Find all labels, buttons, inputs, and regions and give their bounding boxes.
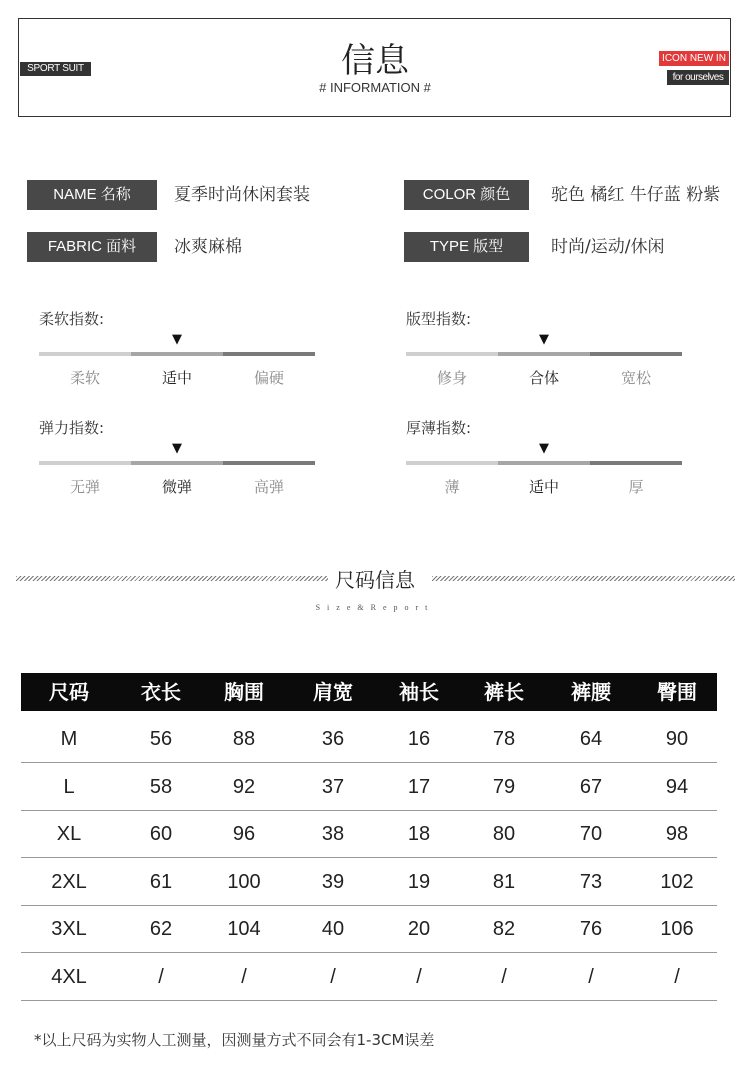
index-bar-segment: [406, 352, 498, 356]
color-value: 驼色 橘红 牛仔蓝 粉紫: [551, 185, 721, 205]
table-cell: 90: [665, 728, 689, 750]
type-label: TYPE 版型: [404, 232, 529, 262]
type-value: 时尚/运动/休闲: [551, 237, 665, 257]
table-cell: 79: [492, 775, 516, 798]
table-cell: 76: [579, 918, 603, 940]
index-option-label: 微弹: [161, 478, 192, 496]
index-option-label: 薄: [444, 478, 460, 496]
table-cell: 60: [149, 823, 173, 845]
table-cell: 62: [149, 918, 173, 940]
table-cell: 38: [321, 823, 345, 845]
index-option-label: 厚: [628, 478, 644, 496]
size-table-header-cell: 衣长: [141, 680, 181, 704]
table-cell: 58: [149, 775, 173, 798]
table-cell: 37: [321, 775, 345, 798]
index-bar-segment: [223, 461, 315, 465]
table-cell: XL: [56, 823, 82, 845]
index-marker-icon: ▼: [172, 332, 182, 347]
table-cell: 82: [492, 918, 516, 940]
size-table-header-cell: 裤腰: [571, 680, 611, 704]
index-title: 厚薄指数:: [406, 419, 472, 437]
for-ourselves-badge: for ourselves: [667, 70, 729, 85]
size-section-subtitle: Size&Report: [315, 603, 435, 612]
table-row: [21, 906, 717, 953]
size-table-header: [21, 673, 717, 711]
index-bar-segment: [590, 352, 682, 356]
table-cell: 96: [232, 823, 256, 845]
index-bar-segment: [39, 461, 131, 465]
table-cell: 106: [660, 918, 694, 940]
page-subtitle: # INFORMATION #: [319, 80, 431, 95]
index-bar-segment: [223, 352, 315, 356]
table-cell: 20: [407, 918, 431, 940]
table-cell: 56: [149, 728, 173, 750]
table-cell: 61: [149, 870, 173, 893]
table-cell: 92: [232, 775, 256, 798]
table-cell: 70: [579, 823, 603, 845]
fabric-label: FABRIC 面料: [27, 232, 157, 262]
size-table-header-cell: 肩宽: [313, 680, 353, 704]
index-bar-segment: [498, 352, 590, 356]
table-cell: 104: [227, 918, 261, 940]
table-cell: 64: [579, 728, 603, 750]
table-cell: 17: [407, 775, 431, 798]
index-option-label: 偏硬: [253, 369, 284, 387]
table-cell: M: [60, 728, 78, 750]
table-cell: 16: [407, 728, 431, 750]
table-cell: /: [158, 965, 164, 988]
table-cell: 67: [579, 775, 603, 798]
table-cell: 81: [492, 870, 516, 893]
table-cell: 100: [227, 870, 261, 893]
index-option-label: 修身: [436, 369, 467, 387]
page-title: 信息: [341, 41, 409, 81]
table-cell: L: [63, 775, 75, 798]
table-cell: 2XL: [51, 870, 87, 893]
index-marker-icon: ▼: [539, 441, 549, 456]
size-table-header-cell: 臀围: [657, 680, 697, 704]
icon-new-in-badge: ICON NEW IN: [659, 51, 729, 66]
table-cell: 88: [232, 728, 256, 750]
index-bar-segment: [131, 461, 223, 465]
index-option-label: 合体: [528, 369, 559, 387]
fabric-value: 冰爽麻棉: [174, 237, 242, 257]
table-cell: 80: [492, 823, 516, 845]
table-cell: 73: [579, 870, 603, 893]
index-option-label: 柔软: [69, 369, 100, 387]
index-title: 柔软指数:: [39, 310, 105, 328]
size-section-title: 尺码信息: [335, 568, 415, 592]
table-cell: 3XL: [51, 918, 87, 940]
measurement-note: *以上尺码为实物人工测量，因测量方式不同会有1-3CM误差: [34, 1031, 435, 1049]
table-row: [21, 764, 717, 811]
index-option-label: 宽松: [620, 369, 651, 387]
table-row: [21, 716, 717, 763]
size-table-header-cell: 袖长: [399, 680, 439, 704]
table-row: [21, 954, 717, 1001]
index-title: 版型指数:: [406, 310, 472, 328]
table-cell: 39: [321, 870, 345, 893]
index-bar-segment: [39, 352, 131, 356]
index-bar-segment: [131, 352, 223, 356]
index-option-label: 高弹: [253, 478, 284, 496]
table-cell: 40: [321, 918, 345, 940]
index-marker-icon: ▼: [172, 441, 182, 456]
table-cell: /: [674, 965, 680, 988]
table-cell: 18: [407, 823, 431, 845]
table-cell: 36: [321, 728, 345, 750]
index-option-label: 适中: [528, 478, 559, 496]
size-table-header-cell: 裤长: [484, 680, 524, 704]
index-bar-segment: [406, 461, 498, 465]
table-cell: 4XL: [51, 965, 87, 988]
table-cell: 94: [665, 775, 689, 798]
index-bar-segment: [498, 461, 590, 465]
size-table-header-cell: 尺码: [49, 680, 89, 704]
table-cell: /: [501, 965, 507, 988]
index-option-label: 无弹: [69, 478, 100, 496]
index-marker-icon: ▼: [539, 332, 549, 347]
color-label: COLOR 颜色: [404, 180, 529, 210]
name-value: 夏季时尚休闲套装: [174, 185, 310, 205]
table-cell: 78: [492, 728, 516, 750]
table-cell: 102: [660, 870, 694, 893]
table-cell: 98: [665, 823, 689, 845]
table-cell: /: [330, 965, 336, 988]
table-row: [21, 811, 717, 858]
table-cell: 19: [407, 870, 431, 893]
name-label: NAME 名称: [27, 180, 157, 210]
sport-suit-tag: SPORT SUIT: [20, 62, 91, 76]
index-option-label: 适中: [161, 369, 192, 387]
index-title: 弹力指数:: [39, 419, 105, 437]
size-table-header-cell: 胸围: [224, 680, 264, 704]
table-row: [21, 859, 717, 906]
index-bar-segment: [590, 461, 682, 465]
table-cell: /: [241, 965, 247, 988]
table-cell: /: [416, 965, 422, 988]
table-cell: /: [588, 965, 594, 988]
